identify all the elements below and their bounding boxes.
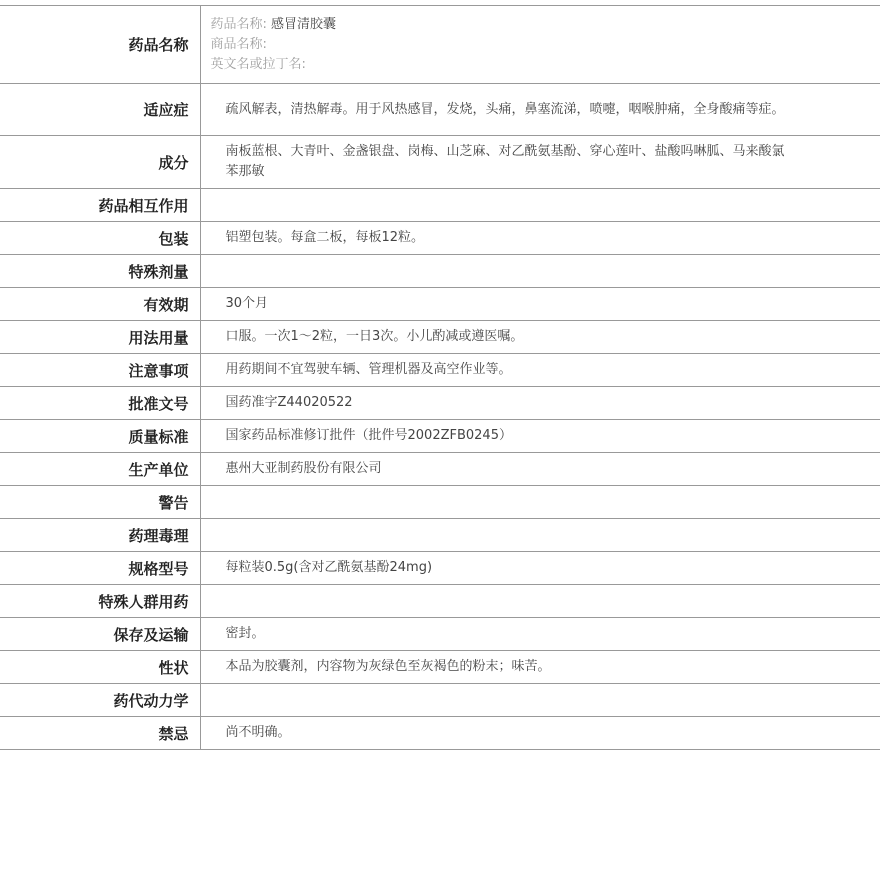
value-interactions (200, 189, 880, 222)
label-contraindications: 禁忌 (0, 717, 200, 750)
row-storage (0, 618, 880, 651)
row-indications (0, 84, 880, 136)
value-contraindications: 尚不明确。 (200, 717, 880, 750)
row-dosage (0, 321, 880, 354)
label-packaging: 包装 (0, 222, 200, 255)
label-pharmacology: 药理毒理 (0, 519, 200, 552)
value-special-populations (200, 585, 880, 618)
label-special-populations: 特殊人群用药 (0, 585, 200, 618)
row-precautions (0, 354, 880, 387)
row-drug-name (0, 6, 880, 84)
label-storage: 保存及运输 (0, 618, 200, 651)
value-storage: 密封。 (200, 618, 880, 651)
label-specification: 规格型号 (0, 552, 200, 585)
row-shelf-life (0, 288, 880, 321)
label-manufacturer: 生产单位 (0, 453, 200, 486)
label-interactions: 药品相互作用 (0, 189, 200, 222)
value-indications: 疏风解表，清热解毒。用于风热感冒，发烧，头痛，鼻塞流涕，喷嚏，咽喉肿痛，全身酸痛等症。 (200, 84, 880, 136)
row-packaging (0, 222, 880, 255)
value-pharmacology (200, 519, 880, 552)
row-contraindications (0, 717, 880, 750)
label-pharmacokinetics: 药代动力学 (0, 684, 200, 717)
drug-latin-name-key: 英文名或拉丁名: (210, 56, 306, 72)
value-precautions: 用药期间不宜驾驶车辆、管理机器及高空作业等。 (200, 354, 880, 387)
value-specification: 每粒装0.5g(含对乙酰氨基酚24mg) (200, 552, 880, 585)
drug-latin-name-line (211, 55, 871, 75)
drug-generic-name-key: 药品名称: (210, 16, 267, 32)
value-description: 本品为胶囊剂，内容物为灰绿色至灰褐色的粉末；味苦。 (200, 651, 880, 684)
label-dosage: 用法用量 (0, 321, 200, 354)
value-ingredients: 南板蓝根、大青叶、金盏银盘、岗梅、山芝麻、对乙酰氨基酚、穿心莲叶、盐酸吗啉胍、马来酸氯苯那敏 (200, 136, 880, 189)
label-drug-name: 药品名称 (0, 6, 200, 84)
value-approval-number: 国药准字Z44020522 (200, 387, 880, 420)
drug-trade-name-key: 商品名称: (210, 36, 267, 52)
row-ingredients (0, 136, 880, 189)
value-dosage: 口服。一次1～2粒，一日3次。小儿酌减或遵医嘱。 (200, 321, 880, 354)
row-special-populations (0, 585, 880, 618)
label-indications: 适应症 (0, 84, 200, 136)
label-special-dosage: 特殊剂量 (0, 255, 200, 288)
row-approval-number (0, 387, 880, 420)
drug-info-table (0, 5, 880, 750)
drug-generic-name-line (211, 15, 871, 35)
label-description: 性状 (0, 651, 200, 684)
value-shelf-life: 30个月 (200, 288, 880, 321)
drug-generic-name-value: 感冒清胶囊 (271, 16, 337, 32)
label-ingredients: 成分 (0, 136, 200, 189)
row-pharmacokinetics (0, 684, 880, 717)
row-quality-standard (0, 420, 880, 453)
label-warning: 警告 (0, 486, 200, 519)
value-quality-standard: 国家药品标准修订批件（批件号2002ZFB0245） (200, 420, 880, 453)
value-drug-name (200, 6, 880, 84)
value-packaging: 铝塑包装。每盒二板，每板12粒。 (200, 222, 880, 255)
label-precautions: 注意事项 (0, 354, 200, 387)
value-manufacturer: 惠州大亚制药股份有限公司 (200, 453, 880, 486)
row-special-dosage (0, 255, 880, 288)
label-approval-number: 批准文号 (0, 387, 200, 420)
row-manufacturer (0, 453, 880, 486)
value-special-dosage (200, 255, 880, 288)
row-description (0, 651, 880, 684)
label-shelf-life: 有效期 (0, 288, 200, 321)
row-warning (0, 486, 880, 519)
label-quality-standard: 质量标准 (0, 420, 200, 453)
row-specification (0, 552, 880, 585)
value-warning (200, 486, 880, 519)
row-pharmacology (0, 519, 880, 552)
value-pharmacokinetics (200, 684, 880, 717)
row-interactions (0, 189, 880, 222)
drug-trade-name-line (211, 35, 871, 55)
